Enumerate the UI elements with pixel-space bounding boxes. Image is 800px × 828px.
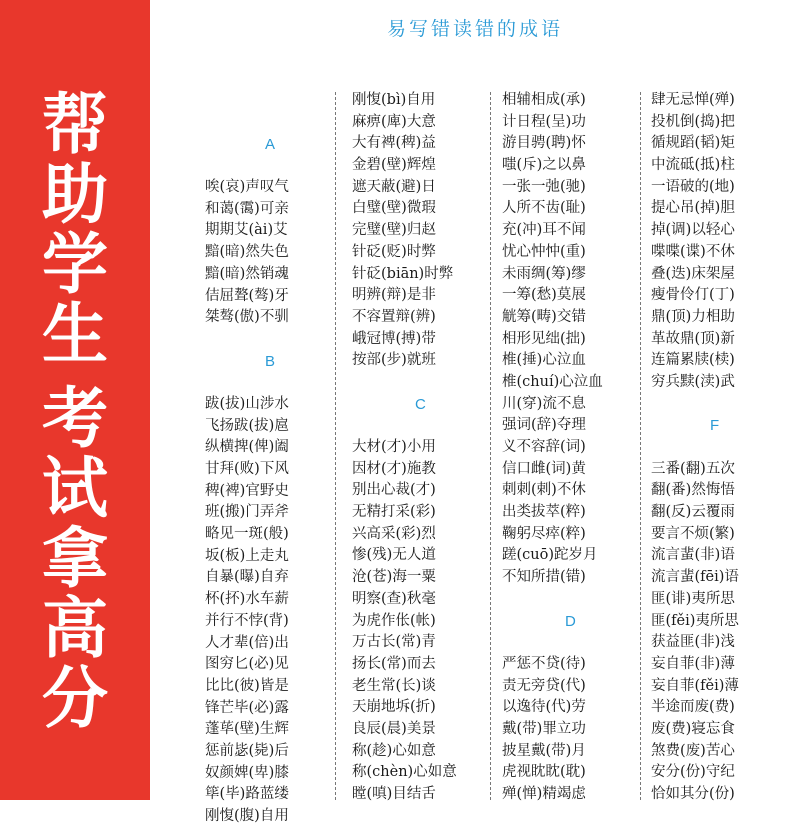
idiom-entry: 班(搬)门弄斧	[205, 504, 289, 521]
idiom-entry: 称(趁)心如意	[352, 742, 436, 759]
idiom-entry: 瞠(嗔)目结舌	[352, 786, 436, 802]
idiom-entry: 恰如其分(份)	[651, 786, 735, 802]
idiom-entry: 循规蹈(韬)矩	[651, 135, 735, 152]
idiom-entry: 锋芒毕(必)露	[205, 699, 289, 716]
idiom-entry: 妄自菲(fěi)薄	[651, 677, 739, 694]
idiom-entry: 兴高采(彩)烈	[352, 525, 436, 542]
idiom-entry: 针砭(贬)时弊	[352, 243, 436, 260]
banner-slogan-line2: 考试拿高分	[42, 380, 108, 737]
idiom-entry: 提心吊(掉)胆	[651, 200, 735, 217]
section-heading: D	[565, 612, 576, 630]
idiom-entry: 无精打采(彩)	[352, 504, 436, 521]
idiom-entry: 披星戴(带)月	[502, 742, 586, 759]
idiom-entry: 相形见绌(拙)	[502, 330, 586, 347]
idiom-entry: 自暴(曝)自弃	[205, 569, 289, 586]
idiom-entry: 喋喋(谍)不休	[651, 243, 735, 260]
idiom-entry: 为虎作伥(帐)	[352, 612, 436, 629]
section-heading: F	[710, 417, 720, 435]
idiom-entry: 匪(fěi)夷所思	[651, 612, 739, 629]
idiom-entry: 未雨绸(筹)缪	[502, 265, 586, 282]
idiom-entry: 扬长(常)而去	[352, 655, 436, 672]
idiom-column-1	[205, 112, 289, 828]
idiom-entry: 金碧(壁)辉煌	[352, 157, 436, 174]
idiom-entry: 飞扬跋(拔)扈	[205, 417, 289, 434]
idiom-entry: 坂(板)上走丸	[205, 547, 289, 564]
idiom-entry: 安分(份)守纪	[651, 764, 735, 781]
idiom-entry: 川(穿)流不息	[502, 395, 586, 412]
idiom-entry: 觥筹(畴)交错	[502, 308, 586, 325]
idiom-entry: 图穷匕(必)见	[205, 656, 289, 673]
idiom-entry: 投机倒(捣)把	[651, 113, 735, 130]
idiom-entry: 叠(迭)床架屋	[651, 265, 735, 282]
idiom-entry: 蓬荜(壁)生辉	[205, 721, 289, 738]
idiom-entry: 麻痹(庳)大意	[352, 113, 436, 130]
idiom-entry: 获益匪(非)浅	[651, 634, 735, 651]
idiom-entry: 别出心裁(才)	[352, 482, 436, 499]
idiom-entry: 天崩地坼(折)	[352, 699, 436, 716]
idiom-entry: 并行不悖(背)	[205, 612, 289, 629]
idiom-entry: 惨(残)无人道	[352, 547, 436, 564]
idiom-entry: 责无旁贷(代)	[502, 677, 586, 694]
idiom-entry: 因材(才)施教	[352, 460, 436, 477]
idiom-entry: 稗(裨)官野史	[205, 482, 289, 499]
column-separator	[640, 92, 641, 800]
idiom-entry: 三番(翻)五次	[651, 460, 735, 477]
idiom-entry: 革故鼎(顶)新	[651, 330, 735, 347]
idiom-entry: 充(冲)耳不闻	[502, 222, 586, 239]
idiom-entry: 称(chèn)心如意	[352, 764, 457, 781]
section-spacer	[502, 589, 603, 611]
idiom-entry: 连篇累牍(椟)	[651, 352, 735, 369]
idiom-entry: 杯(抔)水车薪	[205, 591, 289, 608]
side-banner	[0, 0, 150, 800]
idiom-entry: 和蔼(霭)可亲	[205, 200, 289, 217]
idiom-entry: 刚愎(bì)自用	[352, 92, 436, 108]
idiom-entry: 刺刺(剌)不休	[502, 482, 586, 499]
idiom-entry: 相辅相成(承)	[502, 92, 586, 108]
idiom-entry: 一语破的(地)	[651, 178, 735, 195]
idiom-entry: 人才辈(倍)出	[205, 634, 289, 651]
idiom-entry: 甘拜(败)下风	[205, 461, 289, 477]
section-heading: A	[265, 135, 276, 153]
idiom-entry: 惩前毖(毙)后	[205, 742, 289, 759]
idiom-entry: 戴(带)罪立功	[502, 720, 586, 737]
idiom-entry: 遮天蔽(避)日	[352, 178, 436, 195]
section-spacer	[205, 112, 289, 134]
section-heading: C	[415, 395, 426, 413]
idiom-entry: 不容置辩(辨)	[352, 308, 436, 325]
idiom-entry: 桀骜(傲)不驯	[205, 309, 289, 326]
idiom-entry: 虎视眈眈(耽)	[502, 764, 586, 781]
idiom-entry: 按部(步)就班	[352, 352, 436, 369]
idiom-entry: 老生常(长)谈	[352, 677, 436, 694]
section-spacer	[651, 437, 739, 459]
idiom-entry: 匪(诽)夷所思	[651, 590, 735, 607]
section-spacer	[205, 329, 289, 351]
idiom-entry: 鼎(顶)力相助	[651, 308, 735, 325]
idiom-entry: 黯(暗)然失色	[205, 244, 289, 261]
idiom-entry: 信口雌(词)黄	[502, 460, 586, 477]
idiom-entry: 义不容辞(词)	[502, 439, 586, 455]
idiom-entry: 煞费(废)苦心	[651, 742, 735, 759]
idiom-entry: 不知所措(错)	[502, 569, 586, 586]
idiom-entry: 废(费)寝忘食	[651, 720, 735, 737]
idiom-entry: 佶屈聱(骜)牙	[205, 287, 289, 304]
section-spacer	[502, 632, 603, 654]
column-separator	[490, 92, 491, 800]
idiom-entry: 一筹(愁)莫展	[502, 287, 586, 304]
idiom-entry: 以逸待(代)劳	[502, 699, 586, 716]
section-spacer	[352, 372, 457, 394]
idiom-entry: 严惩不贷(待)	[502, 655, 586, 672]
idiom-entry: 峨冠博(搏)带	[352, 330, 436, 347]
idiom-entry: 人所不齿(耻)	[502, 200, 586, 217]
idiom-entry: 白璧(壁)微瑕	[352, 200, 436, 217]
idiom-column-2	[352, 90, 457, 806]
idiom-entry: 比比(彼)皆是	[205, 677, 289, 694]
idiom-entry: 良辰(晨)美景	[352, 720, 436, 737]
idiom-entry: 翻(番)然悔悟	[651, 482, 735, 499]
idiom-entry: 强词(辞)夺理	[502, 417, 586, 434]
idiom-entry: 纵横捭(俾)阖	[205, 439, 289, 456]
idiom-entry: 略见一斑(般)	[205, 526, 289, 543]
idiom-entry: 出类拔萃(粹)	[502, 504, 586, 521]
idiom-entry: 要言不烦(繁)	[651, 525, 735, 542]
section-spacer	[205, 372, 289, 394]
idiom-entry: 奴颜婢(卑)膝	[205, 764, 289, 781]
page-title: 易写错读错的成语	[386, 18, 563, 40]
idiom-entry: 完璧(壁)归赵	[352, 222, 436, 239]
banner-slogan-line1: 帮助学生	[42, 86, 108, 373]
idiom-column-3	[502, 90, 603, 806]
idiom-entry: 明辨(辩)是非	[352, 287, 436, 304]
idiom-entry: 刚愎(腹)自用	[205, 808, 289, 824]
idiom-entry: 嗤(斥)之以鼻	[502, 157, 586, 174]
idiom-entry: 穷兵黩(渎)武	[651, 373, 735, 390]
section-spacer	[205, 155, 289, 177]
idiom-entry: 万古长(常)青	[352, 634, 436, 651]
idiom-entry: 掉(调)以轻心	[651, 222, 735, 239]
idiom-entry: 一张一弛(驰)	[502, 178, 586, 195]
idiom-entry: 黯(暗)然销魂	[205, 265, 289, 282]
idiom-entry: 计日程(呈)功	[502, 113, 586, 130]
idiom-entry: 跋(拔)山涉水	[205, 395, 289, 412]
idiom-entry: 殚(惮)精竭虑	[502, 786, 586, 802]
idiom-entry: 半途而废(费)	[651, 699, 735, 716]
idiom-entry: 筚(毕)路蓝缕	[205, 786, 289, 803]
idiom-entry: 翻(反)云覆雨	[651, 504, 735, 521]
idiom-entry: 鞠躬尽瘁(粹)	[502, 525, 586, 542]
idiom-entry: 大材(才)小用	[352, 439, 436, 455]
idiom-entry: 沧(苍)海一粟	[352, 569, 436, 586]
idiom-entry: 游目骋(聘)怀	[502, 135, 586, 152]
idiom-entry: 流言蜚(fēi)语	[651, 569, 739, 586]
idiom-entry: 椎(chuí)心泣血	[502, 373, 603, 390]
idiom-entry: 针砭(biān)时弊	[352, 265, 454, 282]
section-spacer	[651, 394, 739, 416]
section-spacer	[352, 415, 457, 437]
idiom-entry: 忧心忡忡(重)	[502, 243, 586, 260]
idiom-entry: 大有裨(稗)益	[352, 135, 436, 152]
column-separator	[335, 92, 336, 800]
idiom-entry: 明察(查)秋毫	[352, 590, 436, 607]
idiom-entry: 妄自菲(非)薄	[651, 655, 735, 672]
idiom-entry: 瘦骨伶仃(丁)	[651, 287, 735, 304]
idiom-entry: 蹉(cuō)跎岁月	[502, 547, 598, 564]
idiom-entry: 中流砥(抵)柱	[651, 157, 735, 174]
banner-slogan	[28, 86, 122, 737]
idiom-column-4	[651, 90, 739, 806]
section-heading: B	[265, 352, 276, 370]
idiom-entry: 流言蜚(非)语	[651, 547, 735, 564]
idiom-entry: 唉(哀)声叹气	[205, 179, 289, 196]
idiom-entry: 肆无忌惮(殚)	[651, 92, 735, 108]
idiom-entry: 椎(捶)心泣血	[502, 352, 586, 369]
idiom-entry: 期期艾(ài)艾	[205, 222, 288, 239]
